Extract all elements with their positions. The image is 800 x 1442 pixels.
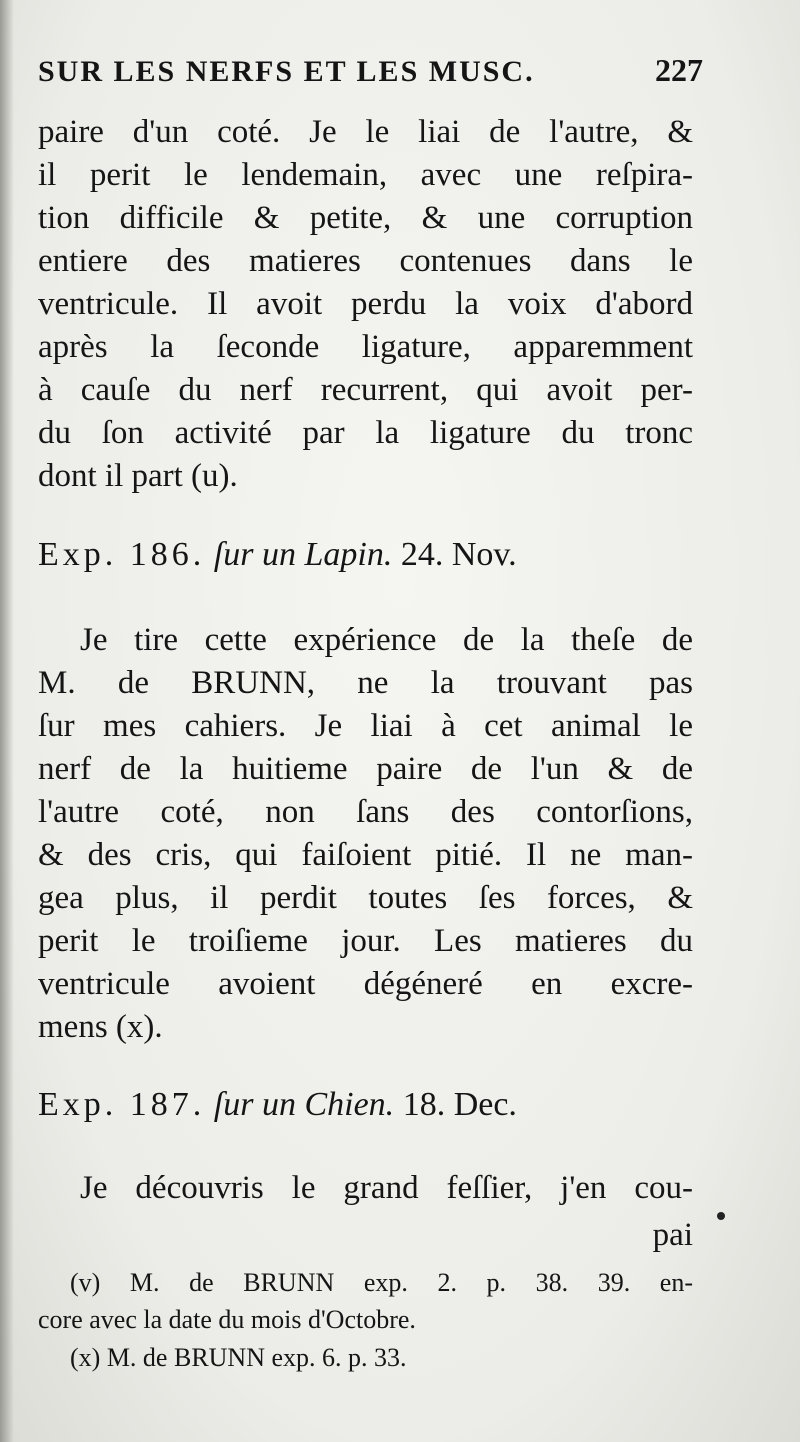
text-line: entiere des matieres contenues dans le: [38, 243, 693, 279]
text-line: M. de BRUNN, ne la trouvant pas: [38, 665, 693, 701]
text-line: tion difficile & petite, & une corruption: [38, 200, 693, 236]
experiment-date: 24. Nov.: [400, 536, 517, 573]
text-line: Je découvris le grand feſſier, j'en cou-: [80, 1170, 693, 1206]
footnote: core avec la date du mois d'Octobre.: [38, 1305, 416, 1334]
text-line: paire d'un coté. Je le liai de l'autre, &: [38, 114, 693, 150]
footnote: (x) M. de BRUNN exp. 6. p. 33.: [70, 1343, 407, 1372]
text-line: nerf de la huitieme paire de l'un & de: [38, 751, 693, 787]
page-number: 227: [655, 52, 703, 88]
text-line: il perit le lendemain, avec une reſpira-: [38, 157, 693, 193]
text-line: mens (x).: [38, 1009, 163, 1045]
ink-speck: [717, 1212, 725, 1220]
text-line: l'autre coté, non ſans des contorſions,: [38, 794, 693, 830]
running-head: [38, 52, 703, 92]
experiment-label: Exp. 187.: [38, 1086, 206, 1123]
text-line: & des cris, qui faiſoient pitié. Il ne man-: [38, 837, 693, 873]
experiment-heading-187: [38, 1085, 693, 1125]
experiment-date: 18. Dec.: [402, 1086, 517, 1123]
text-line: après la ſeconde ligature, apparemment: [38, 329, 693, 365]
experiment-subject: ſur un Chien.: [213, 1086, 395, 1123]
text-line: dont il part (u).: [38, 458, 238, 494]
text-line: gea plus, il perdit toutes ſes forces, &: [38, 880, 693, 916]
experiment-subject: ſur un Lapin.: [213, 536, 393, 573]
text-line: du ſon activité par la ligature du tronc: [38, 415, 693, 451]
experiment-label: Exp. 186.: [38, 536, 206, 573]
text-line: à cauſe du nerf recurrent, qui avoit per-: [38, 372, 693, 408]
running-head-title: SUR LES NERFS ET LES MUSC.: [38, 55, 535, 88]
text-line: ventricule. Il avoit perdu la voix d'abord: [38, 286, 693, 322]
catchword: pai: [652, 1217, 693, 1253]
experiment-heading-186: [38, 535, 693, 575]
footnote: (v) M. de BRUNN exp. 2. p. 38. 39. en-: [70, 1268, 693, 1297]
text-line: ſur mes cahiers. Je liai à cet animal le: [38, 708, 693, 744]
text-line: Je tire cette expérience de la theſe de: [80, 622, 693, 658]
text-line: ventricule avoient dégéneré en excre-: [38, 966, 693, 1002]
text-line: perit le troiſieme jour. Les matieres du: [38, 923, 693, 959]
